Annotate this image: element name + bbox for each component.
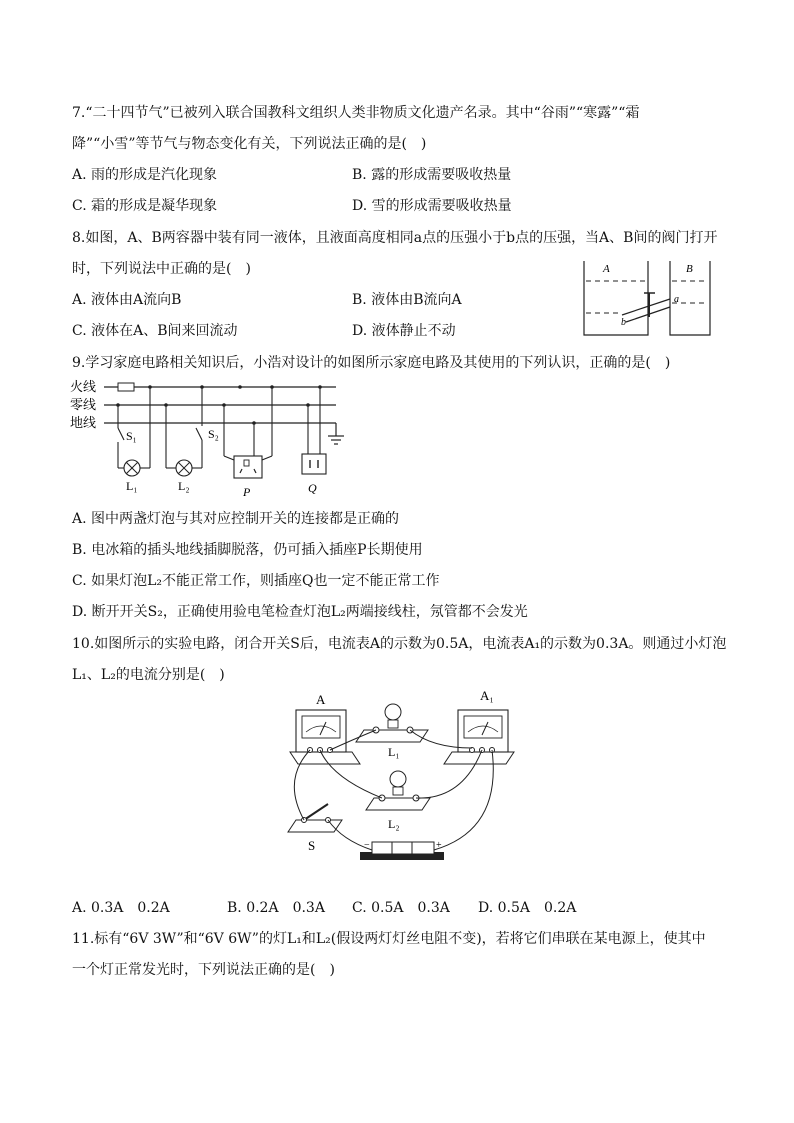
q8-stem-line1: 8.如图，A、B两容器中装有同一液体，且液面高度相同a点的压强小于b点的压强，当A、B间的阀门打开 [72, 230, 718, 246]
q10-label-switch-s: S [308, 838, 316, 853]
q7-stem-line2: 降”“小雪”等节气与物态变化有关，下列说法正确的是( ) [72, 136, 427, 152]
ammeter-a1 [444, 690, 514, 764]
q8-label-container-a: A [603, 263, 610, 275]
q8-option-d: D. 液体静止不动 [352, 323, 456, 339]
q8-label-container-b: B [686, 263, 693, 275]
q8-option-a: A. 液体由A流向B [72, 292, 182, 308]
q10-option-b: B. 0.2A 0.3A [227, 900, 325, 916]
q8-label-point-a: a [674, 294, 679, 305]
q11-stem-line1: 11.标有“6V 3W”和“6V 6W”的灯L₁和L₂(假设两灯灯丝电阻不变)，若将它们串联在某电源上，使其中 [72, 931, 706, 947]
q7-option-d: D. 雪的形成需要吸收热量 [352, 198, 512, 214]
q8-container-figure [578, 255, 718, 340]
q9-stem: 9.学习家庭电路相关知识后，小浩对设计的如图所示家庭电路及其使用的下列认识，正确的是( ) [72, 355, 671, 371]
q8-stem-line2: 时，下列说法中正确的是( ) [72, 261, 251, 277]
bulb-l2 [366, 771, 430, 831]
q9-label-ground-wire: 地线 [70, 415, 97, 430]
q9-label-l1: L₁ [126, 479, 138, 493]
ammeter-a [290, 692, 360, 764]
q10-stem-line2: L₁、L₂的电流分别是( ) [72, 667, 225, 683]
svg-text:+: + [436, 840, 442, 851]
q10-circuit-figure [282, 690, 520, 868]
q9-label-s1: S₁ [126, 429, 137, 443]
q9-label-s2: S₂ [208, 427, 219, 441]
bulb-l1 [356, 704, 428, 759]
q10-option-c: C. 0.5A 0.3A [352, 900, 450, 916]
q10-label-ammeter-a: A [316, 692, 326, 707]
q10-option-d: D. 0.5A 0.2A [478, 900, 577, 916]
q11-stem-line2: 一个灯正常发光时，下列说法正确的是( ) [72, 962, 335, 978]
q10-label-ammeter-a1: A₁ [480, 690, 494, 703]
q9-label-live-wire: 火线 [70, 379, 97, 394]
q7-option-c: C. 霜的形成是凝华现象 [72, 198, 218, 214]
q8-label-point-b: b [621, 317, 626, 328]
switch-s [288, 804, 342, 853]
q10-stem-line1: 10.如图所示的实验电路，闭合开关S后，电流表A的示数为0.5A，电流表A₁的示数为0.3A。则通过小灯泡 [72, 636, 727, 652]
q10-label-l1: L₁ [388, 745, 400, 759]
svg-text:−: − [364, 840, 370, 851]
q8-option-b: B. 液体由B流向A [352, 292, 462, 308]
q9-option-a: A. 图中两盏灯泡与其对应控制开关的连接都是正确的 [72, 511, 400, 527]
q10-label-l2: L₂ [388, 817, 400, 831]
q9-circuit-figure [68, 376, 358, 501]
q9-label-l2: L₂ [178, 479, 190, 493]
q9-label-neutral-wire: 零线 [70, 397, 97, 412]
q8-option-c: C. 液体在A、B间来回流动 [72, 323, 238, 339]
q7-option-a: A. 雨的形成是汽化现象 [72, 167, 218, 183]
battery [360, 840, 444, 860]
q7-stem-line1: 7.“二十四节气”已被列入联合国教科文组织人类非物质文化遗产名录。其中“谷雨”“寒露”“霜 [72, 105, 640, 121]
q9-label-p: P [243, 485, 251, 499]
q9-option-d: D. 断开开关S₂，正确使用验电笔检查灯泡L₂两端接线柱，氖管都不会发光 [72, 604, 528, 620]
q7-option-b: B. 露的形成需要吸收热量 [352, 167, 512, 183]
q9-option-b: B. 电冰箱的插头地线插脚脱落，仍可插入插座P长期使用 [72, 542, 423, 558]
q9-label-q: Q [308, 481, 317, 495]
q10-option-a: A. 0.3A 0.2A [72, 900, 170, 916]
q9-option-c: C. 如果灯泡L₂不能正常工作，则插座Q也一定不能正常工作 [72, 573, 440, 589]
